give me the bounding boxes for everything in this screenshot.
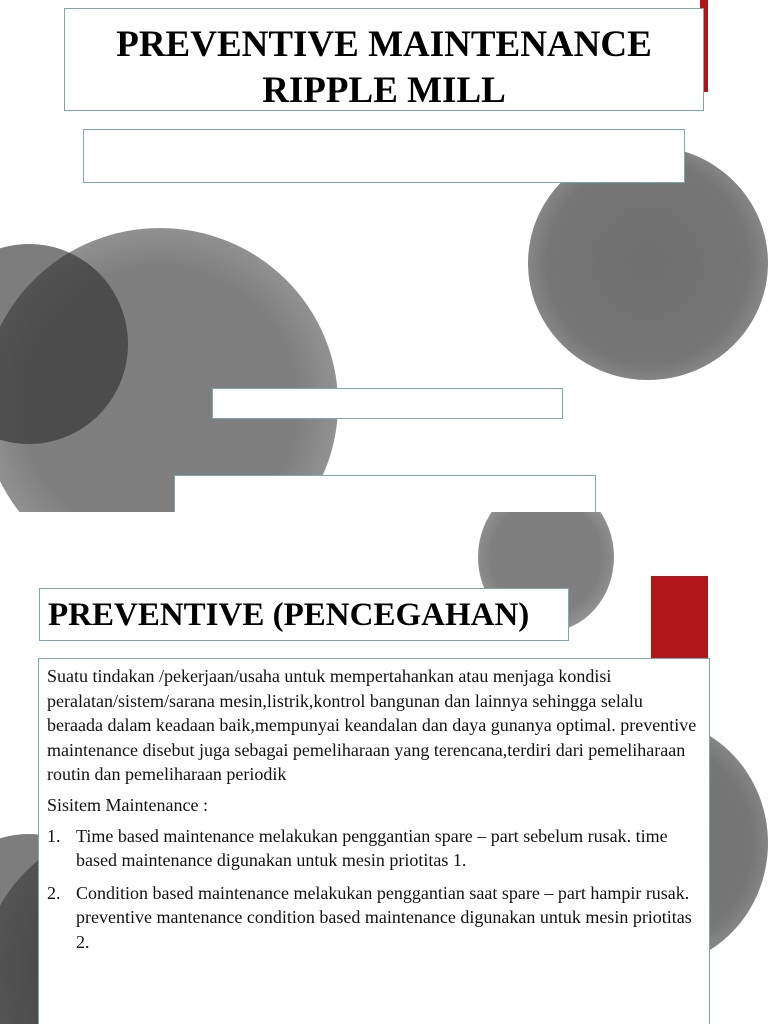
section-heading: PREVENTIVE (PENCEGAHAN)	[48, 597, 530, 633]
text-field-2[interactable]	[174, 475, 596, 512]
list-item-number: 2.	[47, 882, 61, 903]
accent-red-bar-2	[651, 576, 708, 668]
slide-content	[0, 512, 768, 1024]
heading-box	[39, 588, 569, 641]
content-box	[38, 658, 710, 1024]
list-item-text: Condition based maintenance melakukan penggantian saat spare – part hampir rusak. preventive mantenance condition based maintenance digunakan untuk mesin priotitas 2.	[76, 882, 692, 952]
list-item-text: Time based maintenance melakukan penggantian spare – part sebelum rusak. time based maintenance digunakan untuk mesin priotitas 1.	[76, 825, 668, 871]
title-box	[64, 8, 704, 111]
description-paragraph: Suatu tindakan /pekerjaan/usaha untuk mempertahankan atau menjaga kondisi peralatan/sistem/sarana mesin,listrik,kontrol bangunan dan lainnya sehingga selalu beraada dalam keadaan baik,mempunyai keandalan dan daya gunanya optimal. preventive maintenance disebut juga sebagai pemeliharaan yang terencana,terdiri dari pemeliharaan routin dan pemeliharaan periodik	[47, 666, 697, 785]
list-title: Sisitem Maintenance :	[47, 794, 208, 815]
maintenance-list	[47, 824, 699, 955]
title-line-2: RIPPLE MILL	[262, 70, 506, 111]
subtitle-box[interactable]	[83, 129, 685, 183]
text-field-1[interactable]	[212, 388, 563, 419]
list-item	[47, 881, 699, 955]
list-item-number: 1.	[47, 825, 61, 846]
list-item	[47, 824, 699, 873]
title-line-1: PREVENTIVE MAINTENANCE	[116, 24, 652, 65]
